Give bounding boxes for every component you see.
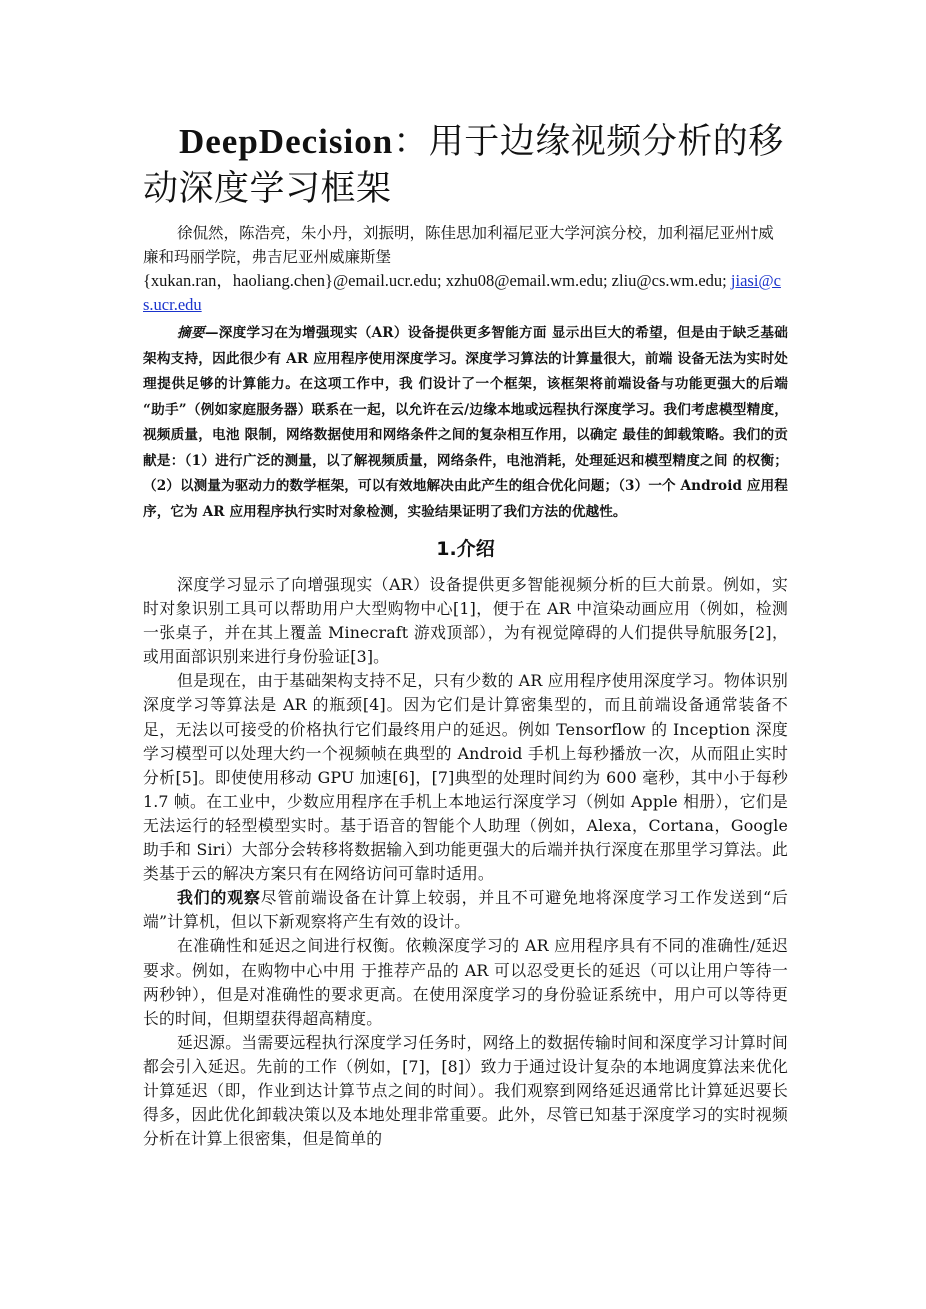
author-list: 徐侃然，陈浩亮，朱小丹，刘振明，陈佳思加利福尼亚大学河滨分校，加利福尼亚州†威廉和玛丽学院，弗吉尼亚州威廉斯堡 — [143, 224, 774, 266]
observation-text: 尽管前端设备在计算上较弱，并且不可避免地将深度学习工作发送到“后端”计算机，但以下新观察将产生有效的设计。 — [143, 888, 788, 932]
title-latin-part: DeepDecision — [179, 122, 394, 161]
abstract — [143, 321, 788, 525]
observation-paragraph — [143, 886, 788, 934]
paper-title — [143, 118, 788, 213]
paper-page — [143, 118, 788, 1151]
body-paragraph: 延迟源。当需要远程执行深度学习任务时，网络上的数据传输时间和深度学习计算时间都会引入延迟。先前的工作（例如，[7]，[8]）致力于通过设计复杂的本地调度算法来优化计算延迟（即，作业到达计算节点之间的时间）。我们观察到网络延迟通常比计算延迟要长得多，因此优化卸载决策以及本地处理非常重要。此外，尽管已知基于深度学习的实时视频分析在计算上很密集，但是简单的 — [143, 1032, 788, 1149]
email-addresses: {xukan.ran，haoliang.chen}@email.ucr.edu; xzhu08@email.wm.edu; zliu@cs.wm.edu; — [143, 271, 731, 290]
observation-label: 我们的观察 — [177, 888, 261, 908]
body-paragraph: 但是现在，由于基础架构支持不足，只有少数的 AR 应用程序使用深度学习。物体识别深度学习等算法是 AR 的瓶颈[4]。因为它们是计算密集型的，而且前端设备通常装备不足，无法以可接受的价格执行它们最终用户的延迟。例如 Tensorflow 的 Inception 深度学习模型可以处理大约一个视频帧在典型的 Android 手机上每秒播放一次，从而阻止实时分析[5]。即使使用移动 GPU 加速[6]，[7]典型的处理时间约为 600 毫秒，其中小于每秒 1.7 帧。在工业中，少数应用程序在手机上本地运行深度学习（例如 Apple 相册），它们是无法运行的轻型模型实时。基于语音的智能个人助理（例如，Alexa，Cortana，Google 助手和 Siri）大部分会转移将数据输入到功能更强大的后端并执行深度在那里学习算法。此类基于云的解决方案只有在网络访问可靠时适用。 — [143, 671, 788, 884]
section-heading-introduction: 1.介绍 — [436, 538, 495, 560]
email-link[interactable]: jiasi@cs.ucr.edu — [143, 271, 781, 314]
body-paragraph: 在准确性和延迟之间进行权衡。依赖深度学习的 AR 应用程序具有不同的准确性/延迟要求。例如，在购物中心中用 于推荐产品的 AR 可以忍受更长的延迟（可以让用户等待一两秒钟），但是对准确性的要求更高。在使用深度学习的身份验证系统中，用户可以等待更长的时间，但期望获得超高精度。 — [143, 936, 788, 1028]
email-list — [143, 269, 788, 317]
abstract-body: —深度学习在为增强现实（AR）设备提供更多智能方面 显示出巨大的希望，但是由于缺乏基础架构支持，因此很少有 AR 应用程序使用深度学习。深度学习算法的计算量很大，前端 设备无法为实时处理提供足够的计算能力。在这项工作中，我 们设计了一个框架，该框架将前端设备与功能更强大的后端 “助手”（例如家庭服务器）联系在一起，以允许在云/边缘本地或远程执行深度学习。我们考虑模型精度，视频质量，电池 限制，网络数据使用和网络条件之间的复杂相互作用，以确定 最佳的卸载策略。我们的贡献是：（1）进行广泛的测量，以了解视频质量，网络条件，电池消耗，处理延迟和模型精度之间 的权衡；（2）以测量为驱动力的数学框架，可以有效地解决由此产生的组合优化问题；（3）一个 Android 应用程序，它为 AR 应用程序执行实时对象检测，实验结果证明了我们方法的优越性。 — [143, 325, 789, 520]
title-chinese-part: ：用于边缘视频分析的移动深度学习框架 — [143, 122, 784, 209]
abstract-label: 摘要 — [177, 325, 205, 341]
body-paragraph: 深度学习显示了向增强现实（AR）设备提供更多智能视频分析的巨大前景。例如，实时对象识别工具可以帮助用户大型购物中心[1]，便于在 AR 中渲染动画应用（例如，检测一张桌子，并在其上覆盖 Minecraft 游戏顶部），为有视觉障碍的人们提供导航服务[2]，或用面部识别来进行身份验证[3]。 — [143, 575, 788, 667]
